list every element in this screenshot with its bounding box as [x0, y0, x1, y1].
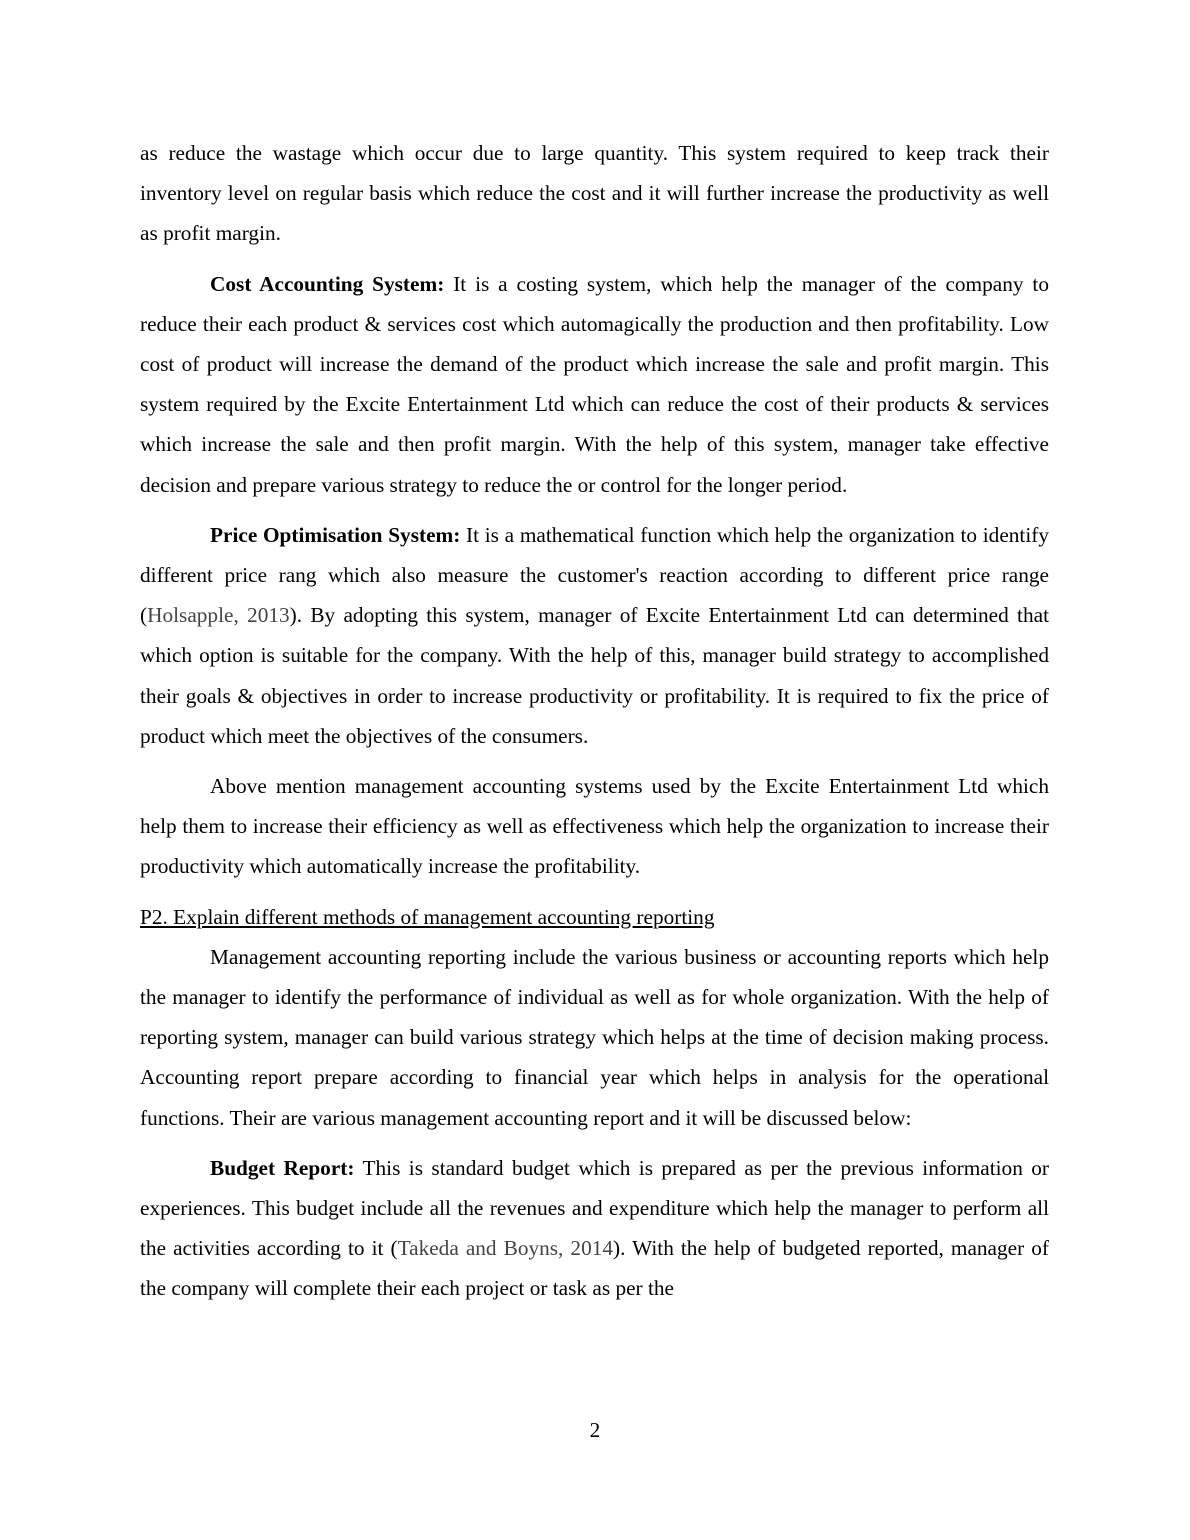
term-cost-accounting-system: Cost Accounting System: [210, 271, 445, 296]
page-number: 2 [589, 1418, 601, 1442]
price-optimisation-description-end: ). By adopting this system, manager of Excite Entertainment Ltd can determined that which option is suitable for the company. With the help of this, manager build strategy to accomplished their goals & objectives in order to increase productivity or profitability. It is required to fix the price of product which meet the objectives of the consumers. [140, 603, 1049, 748]
term-budget-report: Budget Report: [210, 1155, 355, 1180]
paragraph-intro-continuation: as reduce the wastage which occur due to large quantity. This system required to keep track their inventory level on regular basis which reduce the cost and it will further increase the productivity as well as profit margin. [140, 141, 1049, 246]
citation-holsapple: Holsapple, 2013 [147, 603, 290, 628]
budget-report-description-end: ). With the help of budgeted reported, manager of the company will complete their each project or task as per the [140, 1236, 1049, 1301]
paragraph-price-optimisation-system [140, 515, 1049, 756]
citation-takeda-boyns: Takeda and Boyns, 2014 [397, 1236, 614, 1261]
paragraph-budget-report [140, 1148, 1049, 1309]
paragraph-summary: Above mention management accounting systems used by the Excite Entertainment Ltd which help them to increase their efficiency as well as effectiveness which help the organization to increase their productivity which automatically increase the profitability. [140, 774, 1049, 879]
paragraph-reporting-intro: Management accounting reporting include the various business or accounting reports which help the manager to identify the performance of individual as well as for whole organization. With the help of reporting system, manager can build various strategy which helps at the time of decision making process. Accounting report prepare according to financial year which helps in analysis for the operational functions. Their are various management accounting report and it will be discussed below: [140, 944, 1049, 1130]
budget-report-description-start: This is standard budget which is prepared as per the previous information or experiences. This budget include all the revenues and expenditure which help the manager to perform all the activities according to it ( [140, 1155, 1050, 1261]
term-price-optimisation-system: Price Optimisation System: [210, 522, 461, 547]
cost-accounting-description: It is a costing system, which help the manager of the company to reduce their each product & services cost which automagically the production and then profitability. Low cost of product will increase the demand of the product which increase the sale and profit margin. This system required by the Excite Entertainment Ltd which can reduce the cost of their products & services which increase the sale and then profit margin. With the help of this system, manager take effective decision and prepare various strategy to reduce the or control for the longer period. [140, 271, 1049, 497]
paragraph-cost-accounting-system [140, 264, 1049, 505]
price-optimisation-description-start: It is a mathematical function which help the organization to identify different price rang which also measure the customer's reaction according to different price range ( [140, 522, 1049, 628]
document-body [140, 133, 1049, 1309]
section-heading-p2: P2. Explain different methods of management accounting reporting [140, 904, 715, 929]
